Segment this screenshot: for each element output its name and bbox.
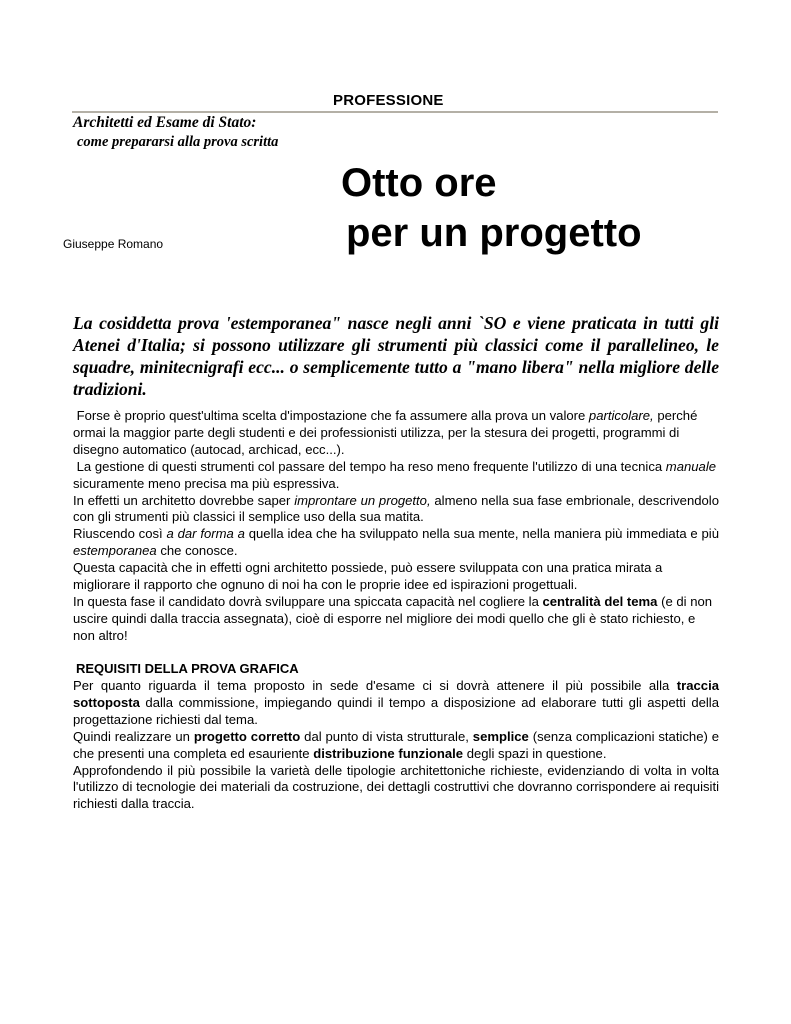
text: In effetti un architetto dovrebbe saper (73, 492, 295, 508)
body-section-2 (73, 678, 719, 813)
text: degli spazi in questione. (463, 745, 607, 761)
text: Riuscendo così (73, 526, 167, 542)
text: Per quanto riguarda il tema proposto in sede d'esame ci si dovrà attenere il più possibile alla (73, 678, 677, 693)
paragraph: Questa capacità che in effetti ogni architetto possiede, può essere sviluppata con una pratica mirata a migliorare il rapporto che ognuno di noi ha con le proprie idee ed ispirazioni progettuali. (73, 560, 663, 593)
article-title-line-2: per un progetto (346, 211, 642, 255)
paragraph (73, 526, 719, 560)
paragraph (73, 729, 719, 763)
strong-text: progetto corretto (193, 728, 301, 744)
paragraph (73, 678, 719, 729)
text: In questa fase il candidato dovrà sviluppare una spiccata capacità nel cogliere la (73, 593, 543, 609)
article-title-line-1: Otto ore (341, 161, 497, 205)
text: sicuramente meno precisa ma più espressiva. (73, 475, 340, 491)
text: perché ormai la maggior parte degli studenti e dei professionisti utilizza, per la stesura dei progetti, programmi di disegno automatico (autocad, archicad, ecc...). (73, 408, 698, 457)
text: Forse è proprio quest'ultima scelta d'impostazione che fa assumere alla prova un valore (76, 408, 589, 423)
text: quella idea che ha sviluppato nella sua mente, nella maniera più immediata e più (244, 526, 719, 542)
paragraph (73, 493, 719, 527)
header-rule (72, 111, 718, 113)
strong-text: centralità del tema (542, 593, 658, 609)
text: (e di non uscire quindi dalla traccia assegnata), cioè di esporre nel migliore dei modi quello che gli è stato richiesto, e non altro! (73, 593, 713, 643)
emphasis: improntare un progetto, (294, 492, 431, 508)
section-label: PROFESSIONE (333, 92, 444, 109)
emphasis: estemporanea (73, 543, 157, 559)
article-lede: La cosiddetta prova 'estemporanea" nasce negli anni `SO e viene praticata in tutti gli Atenei d'Italia; si possono utilizzare gli strumenti più classici come il parallelineo, le squadre, minitecnigrafi ecc... o semplicemente tutto a "mano libera" nella migliore delle tradizioni. (73, 313, 719, 399)
text: almeno nella sua fase embrionale, descrivendolo con gli strumenti più classici il semplice uso della sua matita. (73, 492, 719, 525)
text: Quindi realizzare un (73, 728, 194, 744)
strong-text: semplice (472, 728, 529, 744)
emphasis: a dar forma a (166, 526, 245, 542)
requirements-heading: REQUISITI DELLA PROVA GRAFICA (76, 661, 299, 676)
text: che conosce. (156, 543, 238, 559)
text: dal punto di vista strutturale, (300, 728, 473, 744)
emphasis: particolare, (588, 408, 654, 423)
author-name: Giuseppe Romano (63, 237, 164, 251)
text: (senza complicazioni statiche) e che presenti una completa ed esauriente (73, 728, 720, 761)
text: La gestione di questi strumenti col passare del tempo ha reso meno frequente l'utilizzo di una tecnica (76, 458, 666, 474)
paragraph: Approfondendo il più possibile la varietà delle tipologie architettoniche richieste, evidenziando di volta in volta l'utilizzo di tecnologie dei materiali da costruzione, dei dettagli costruttivi che dovranno corrispondere ai requisiti richiesti dalla traccia. (73, 762, 719, 812)
subtitle-line-1: Architetti ed Esame di Stato: (73, 114, 257, 131)
subtitle-line-2: come prepararsi alla prova scritta (77, 134, 279, 150)
text: dalla commissione, impiegando quindi il tempo a disposizione ad elaborare tutti gli aspetti della progettazione richiesti dal tema. (73, 694, 719, 727)
strong-text: distribuzione funzionale (313, 745, 464, 761)
paragraph (73, 408, 719, 459)
body-section-1 (73, 408, 719, 645)
emphasis: manuale (665, 458, 717, 474)
paragraph (73, 594, 719, 645)
paragraph (73, 459, 719, 493)
strong-text: traccia sottoposta (73, 678, 719, 710)
